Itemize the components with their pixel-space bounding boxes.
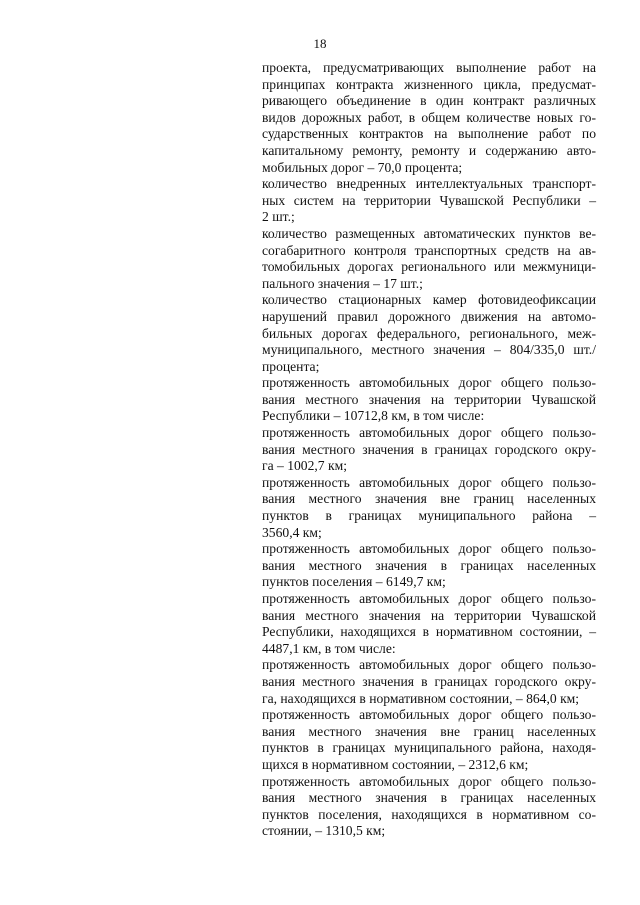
text-line: вания местного значения в границах населенных [262,557,596,573]
text-line: вания местного значения в границах городского окру- [262,441,596,457]
text-line: пунктов в границах муниципального района – [262,508,596,524]
page-number: 18 [313,36,327,51]
text-line: 3560,4 км; [262,524,322,540]
paragraph [262,774,596,840]
paragraph [262,541,596,591]
text-line: муниципального, местного значения – 804/335,0 шт./ [262,342,596,358]
paragraph [262,375,596,425]
text-line: протяженность автомобильных дорог общего пользо- [262,657,596,673]
text-line: бильных дорогах федерального, регионального, меж- [262,325,596,341]
text-line: протяженность автомобильных дорог общего пользо- [262,591,596,606]
text-line: количество внедренных интеллектуальных транспорт- [262,176,596,192]
text-line: ривающего объединение в один контракт различных [262,93,596,109]
paragraph [262,707,596,773]
paragraph [262,591,596,657]
text-line: согабаритного контроля транспортных средств на ав- [262,242,596,258]
text-line: нарушений правил дорожного движения на автомо- [262,308,596,324]
text-line: принципах контракта жизненного цикла, предусмат- [262,76,596,92]
text-line: вания местного значения на территории Чувашской [262,391,596,407]
text-line: Республики, находящихся в нормативном состоянии, – [262,624,596,640]
text-line: щихся в нормативном состоянии, – 2312,6 км; [262,756,529,772]
text-line: стоянии, – 1310,5 км; [262,823,386,839]
text-line: протяженность автомобильных дорог общего пользо- [262,541,596,557]
text-line: вания местного значения в границах городского окру- [262,673,596,689]
text-line: пунктов поселения, находящихся в нормативном со- [262,806,596,822]
text-line: томобильных дорогах регионального или межмуници- [262,259,596,275]
text-line: пунктов поселения – 6149,7 км; [262,574,446,590]
document-body [262,60,596,840]
text-line: количество стационарных камер фотовидеофиксации [262,292,596,308]
text-line: процента; [262,358,320,374]
text-line: количество размещенных автоматических пунктов ве- [262,225,596,241]
paragraph [262,475,596,541]
paragraph [262,657,596,707]
text-line: видов дорожных работ, в общем количестве новых го- [262,109,596,125]
text-line: Республики – 10712,8 км, в том числе: [262,408,485,424]
text-line: вания местного значения в границах населенных [262,790,596,806]
paragraph [262,60,596,176]
text-line: сударственных контрактов на выполнение работ по [262,126,596,142]
text-line: 4487,1 км, в том числе: [262,640,396,656]
paragraph [262,292,596,375]
text-line: 2 шт.; [262,209,295,225]
text-line: вания местного значения вне границ населенных [262,723,596,739]
text-line: протяженность автомобильных дорог общего пользо- [262,773,596,789]
text-line: капитальному ремонту, ремонту и содержанию авто- [262,142,596,158]
paragraph [262,425,596,475]
text-line: протяженность автомобильных дорог общего пользо- [262,425,596,441]
text-line: проекта, предусматривающих выполнение работ на [262,60,596,75]
text-line: пального значения – 17 шт.; [262,275,423,291]
text-line: протяженность автомобильных дорог общего пользо- [262,474,596,490]
text-line: вания местного значения вне границ населенных [262,491,596,507]
text-line: ных систем на территории Чувашской Республики – [262,192,596,208]
text-line: мобильных дорог – 70,0 процента; [262,159,463,175]
text-line: пунктов в границах муниципального района, находя- [262,740,596,756]
text-line: протяженность автомобильных дорог общего пользо- [262,707,596,723]
paragraph [262,176,596,226]
paragraph [262,226,596,292]
text-line: га – 1002,7 км; [262,458,347,474]
text-line: протяженность автомобильных дорог общего пользо- [262,375,596,391]
text-line: вания местного значения на территории Чувашской [262,607,596,623]
text-line: га, находящихся в нормативном состоянии, – 864,0 км; [262,690,580,706]
